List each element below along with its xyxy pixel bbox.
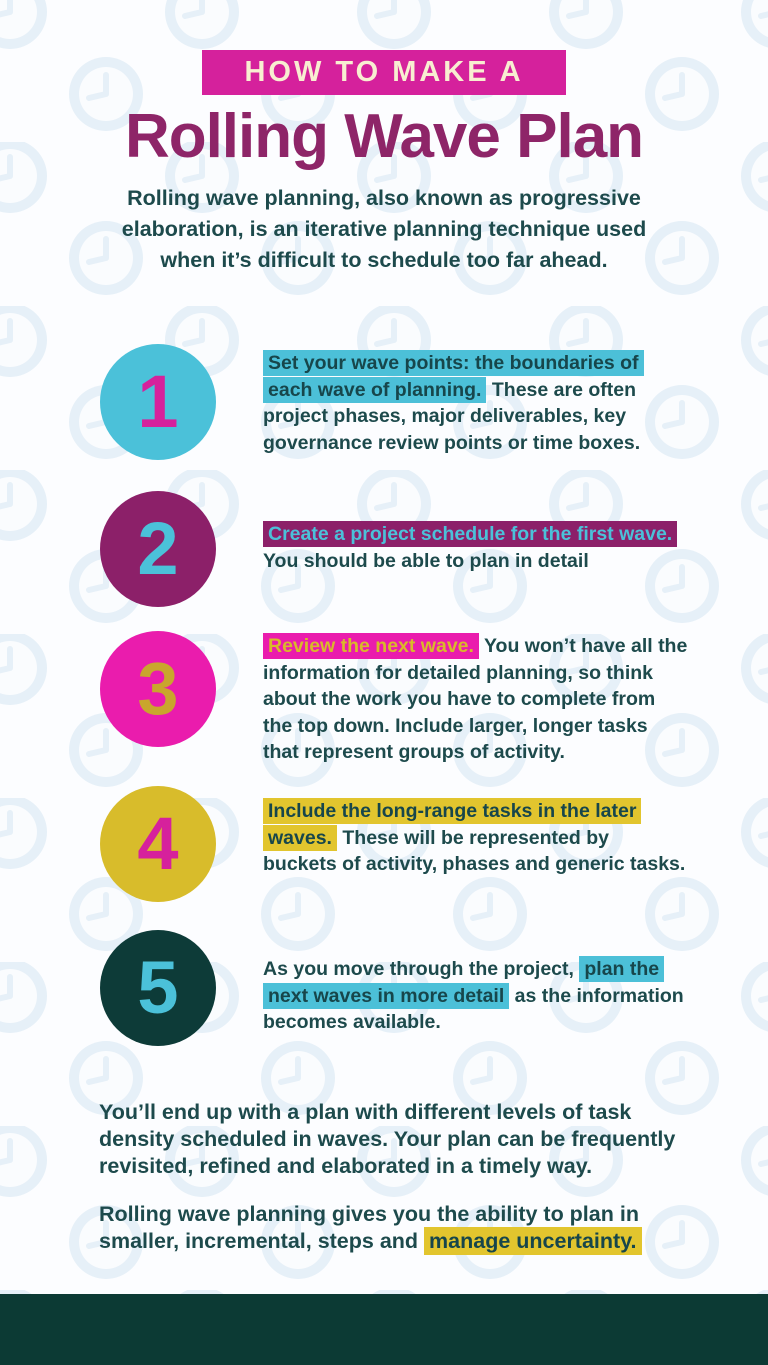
step-row: [100, 786, 688, 902]
plain-text: These will be represented by buckets of activity, phases and generic tasks.: [263, 826, 686, 875]
highlighted-text: manage uncertainty.: [424, 1227, 642, 1255]
highlighted-text: Include the long-range tasks in the later waves.: [263, 798, 641, 851]
step-description: [263, 633, 688, 766]
step-row: [100, 930, 688, 1046]
step-description: [263, 798, 688, 902]
step-number-badge: [100, 344, 216, 460]
plain-text: You won’t have all the information for detailed planning, so think about the work you have to complete from the top down. Include larger, longer tasks that represent groups of activity.: [263, 635, 688, 763]
step-description: [263, 350, 688, 460]
step-number-badge: [100, 491, 216, 607]
highlighted-text: plan the next waves in more detail: [263, 956, 664, 1009]
plain-text: Rolling wave planning gives you the ability to plan in smaller, incremental, steps and: [99, 1202, 639, 1253]
step-row: [100, 631, 688, 766]
kicker-text: HOW TO MAKE A: [244, 56, 524, 88]
poster-header: [0, 50, 768, 276]
step-number: 3: [137, 647, 179, 730]
step-row: [100, 491, 688, 607]
step-number-badge: [100, 786, 216, 902]
plain-text: You should be able to plan in detail: [263, 549, 589, 572]
plain-text: These are often project phases, major deliverables, key governance review points or time boxes.: [263, 378, 641, 454]
step-number: 1: [137, 360, 179, 443]
plain-text: You’ll end up with a plan with different levels of task density scheduled in waves. Your plan can be frequently revisited, refined and elaborated in a timely way.: [99, 1100, 676, 1178]
step-number: 5: [137, 946, 179, 1029]
outro-paragraph: [99, 1201, 687, 1255]
outro-section: [99, 1099, 687, 1276]
step-number: 2: [137, 507, 179, 590]
footer-bar: [0, 1294, 768, 1365]
outro-paragraph: [99, 1099, 687, 1180]
step-row: [100, 344, 688, 460]
step-number-badge: [100, 631, 216, 747]
page-title: Rolling Wave Plan: [124, 102, 644, 171]
highlighted-text: Create a project schedule for the first wave.: [263, 521, 677, 547]
step-description: [263, 956, 688, 1046]
intro-paragraph: Rolling wave planning, also known as progressive elaboration, is an iterative planning technique used when it’s difficult to schedule too far ahead.: [121, 186, 647, 273]
plain-text: as the information becomes available.: [263, 984, 684, 1033]
step-description: [263, 521, 688, 607]
highlighted-text: Set your wave points: the boundaries of each wave of planning.: [263, 350, 644, 403]
step-number-badge: [100, 930, 216, 1046]
plain-text: As you move through the project,: [263, 958, 580, 980]
highlighted-text: Review the next wave.: [263, 633, 479, 659]
kicker-banner: [202, 50, 565, 95]
step-number: 4: [137, 802, 179, 885]
